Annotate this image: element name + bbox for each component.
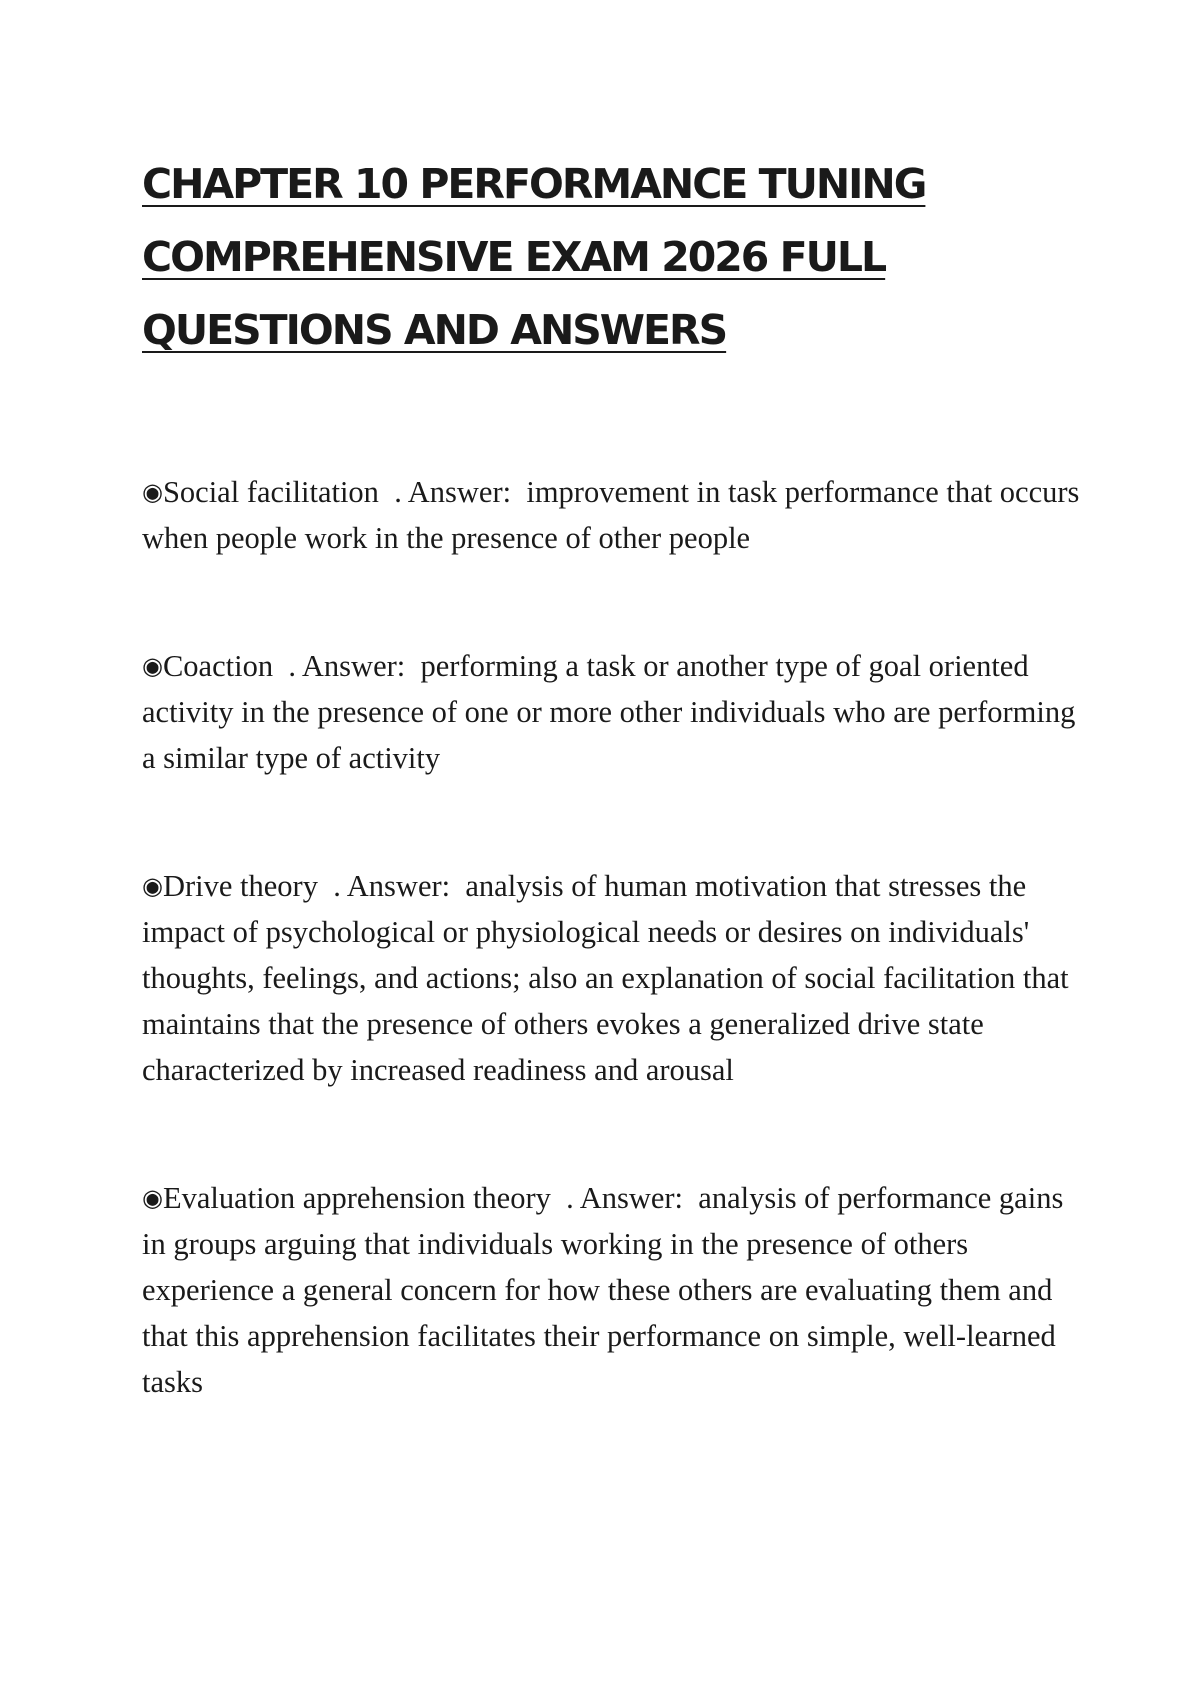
title-line: COMPREHENSIVE EXAM 2026 FULL	[142, 233, 886, 281]
title-line: QUESTIONS AND ANSWERS	[142, 306, 727, 354]
qa-answer: analysis of human motivation that stresses the impact of psychological or physiological needs or desires on individuals' thoughts, feelings, and actions; also an explanation of social facilitation that maintains that the presence of others evokes a generalized drive state characterized by increased readiness and arousal	[142, 869, 1069, 1087]
qa-term: Social facilitation	[162, 475, 379, 509]
radio-bullet-icon: ◉	[142, 872, 163, 900]
qa-item	[142, 643, 1082, 781]
qa-item	[142, 1175, 1082, 1405]
radio-bullet-icon: ◉	[142, 478, 163, 506]
qa-term: Evaluation apprehension theory	[162, 1181, 551, 1215]
qa-separator: . Answer:	[273, 649, 421, 683]
radio-bullet-icon: ◉	[142, 1184, 163, 1212]
qa-list	[142, 469, 1082, 1405]
document-title	[142, 148, 1082, 367]
qa-separator: . Answer:	[550, 1181, 699, 1215]
qa-separator: . Answer:	[317, 869, 466, 903]
title-line: CHAPTER 10 PERFORMANCE TUNING	[142, 160, 926, 208]
qa-answer: performing a task or another type of goal oriented activity in the presence of one or more other individuals who are performing a similar type of activity	[142, 649, 1076, 775]
qa-answer: improvement in task performance that occurs when people work in the presence of other people	[142, 475, 1080, 555]
radio-bullet-icon: ◉	[142, 652, 163, 680]
qa-term: Drive theory	[162, 869, 318, 903]
qa-item	[142, 863, 1082, 1093]
qa-item	[142, 469, 1082, 561]
qa-separator: . Answer:	[378, 475, 527, 509]
qa-term: Coaction	[162, 649, 274, 683]
document-page	[142, 148, 1082, 1487]
qa-answer: analysis of performance gains in groups arguing that individuals working in the presence of others experience a general concern for how these others are evaluating them and that this apprehension facilitates their performance on simple, well-learned tasks	[142, 1181, 1064, 1399]
